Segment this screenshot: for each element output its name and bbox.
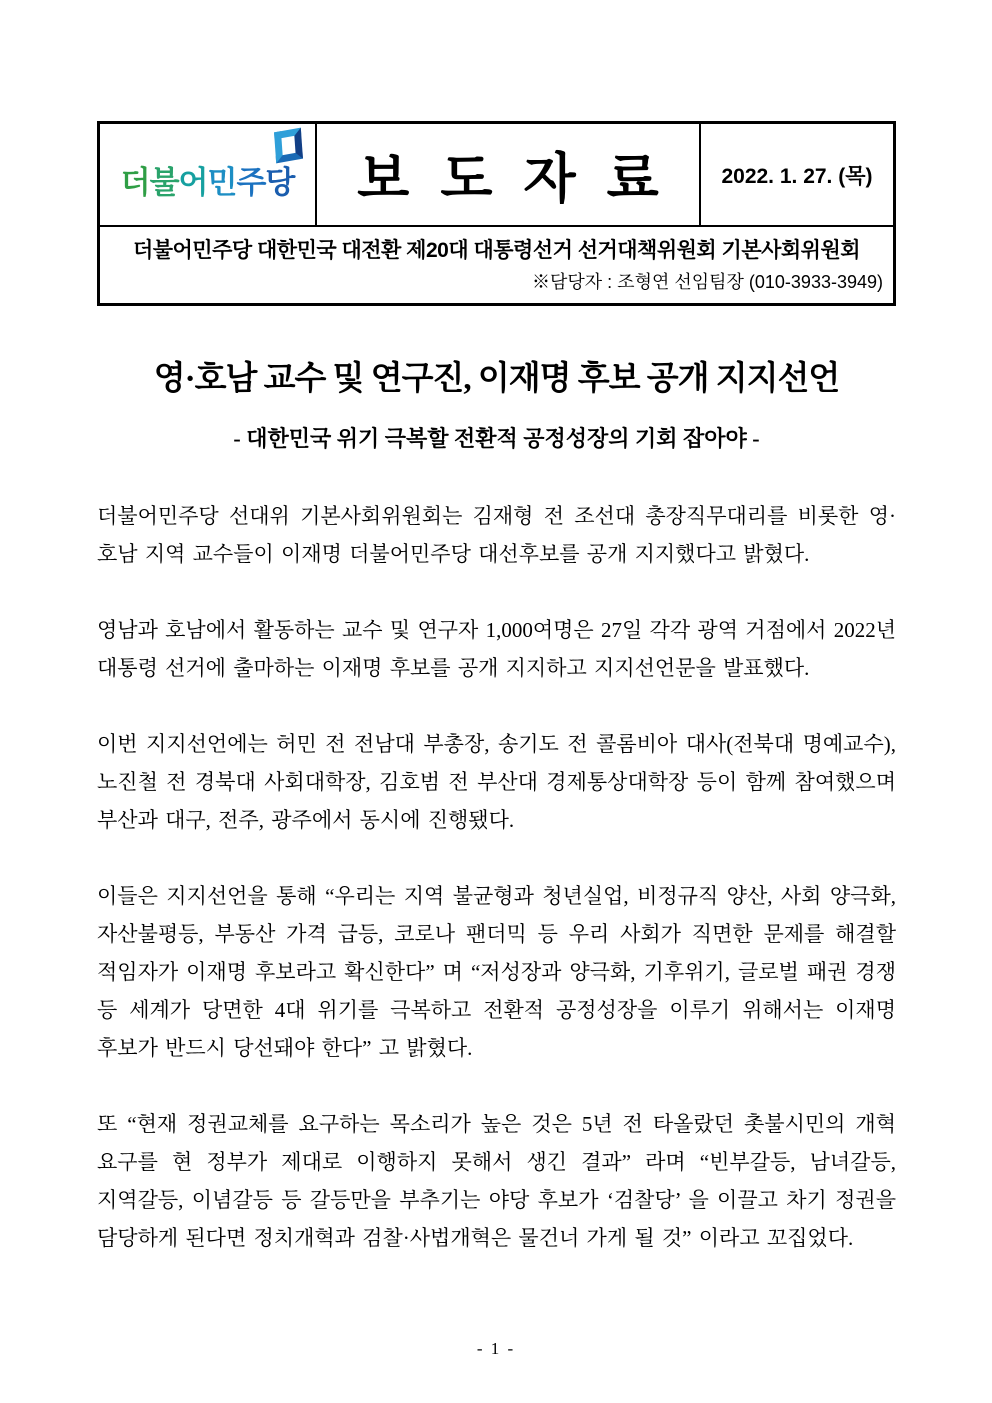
body-paragraph-3: 이번 지지선언에는 허민 전 전남대 부총장, 송기도 전 콜롬비아 대사(전북대 명예교수), 노진철 전 경북대 사회대학장, 김호범 전 부산대 경제통상대학장 등이 함께 참여했으며 부산과 대구, 전주, 광주에서 동시에 진행됐다. (97, 732, 896, 832)
document-header (97, 121, 896, 306)
committee-name: 더불어민주당 대한민국 대전환 제20대 대통령선거 선거대책위원회 기본사회위원회 (132, 239, 861, 262)
party-logo (121, 157, 295, 202)
page-number: - 1 - (476, 1339, 516, 1358)
header-top-row (100, 124, 893, 227)
press-subtitle: - 대한민국 위기 극복할 전환적 공정성장의 기회 잡아야 - (233, 426, 760, 451)
document-date-cell (699, 124, 893, 225)
body-paragraph-2: 영남과 호남에서 활동하는 교수 및 연구자 1,000여명은 27일 각각 광역 거점에서 2022년 대통령 선거에 출마하는 이재명 후보를 공개 지지하고 지지선언문을 발표했다. (97, 618, 896, 680)
document-type-title: 보 도 자 료 (357, 149, 667, 209)
header-bottom-row (100, 227, 893, 303)
document-type-cell (317, 124, 699, 225)
body-paragraph-5: 또 “현재 정권교체를 요구하는 목소리가 높은 것은 5년 전 타올랐던 촛불시민의 개혁 요구를 현 정부가 제대로 이행하지 못해서 생긴 결과” 라며 “빈부갈등, 남녀갈등, 지역갈등, 이념갈등 등 갈등만을 부추기는 야당 후보가 ‘검찰당’ 을 이끌고 차기 정권을 담당하게 된다면 정치개혁과 검찰·사법개혁은 물건너 가게 될 것” 이라고 꼬집었다. (97, 1112, 896, 1250)
body-paragraph-4: 이들은 지지선언을 통해 “우리는 지역 불균형과 청년실업, 비정규직 양산, 사회 양극화, 자산불평등, 부동산 가격 급등, 코로나 팬더믹 등 우리 사회가 직면한 문제를 해결할 적임자가 이재명 후보라고 확신한다” 며 “저성장과 양극화, 기후위기, 글로벌 패권 경쟁 등 세계가 당면한 4대 위기를 극복하고 전환적 공정성장을 이루기 위해서는 이재명 후보가 반드시 당선돼야 한다” 고 밝혔다. (97, 884, 896, 1060)
contact-info: ※담당자 : 조형연 선임팀장 (010-3933-3949) (532, 272, 883, 292)
press-body (97, 497, 896, 1257)
party-emblem-icon (274, 128, 303, 164)
body-paragraph-1: 더불어민주당 선대위 기본사회위원회는 김재형 전 조선대 총장직무대리를 비롯한 영·호남 지역 교수들이 이재명 더불어민주당 대선후보를 공개 지지했다고 밝혔다. (97, 504, 896, 566)
document-date: 2022. 1. 27. (목) (721, 164, 873, 188)
party-logo-cell (100, 124, 317, 225)
press-title: 영·호남 교수 및 연구진, 이재명 후보 공개 지지선언 (153, 361, 840, 397)
party-logo-text: 더불어민주당 (120, 165, 295, 200)
